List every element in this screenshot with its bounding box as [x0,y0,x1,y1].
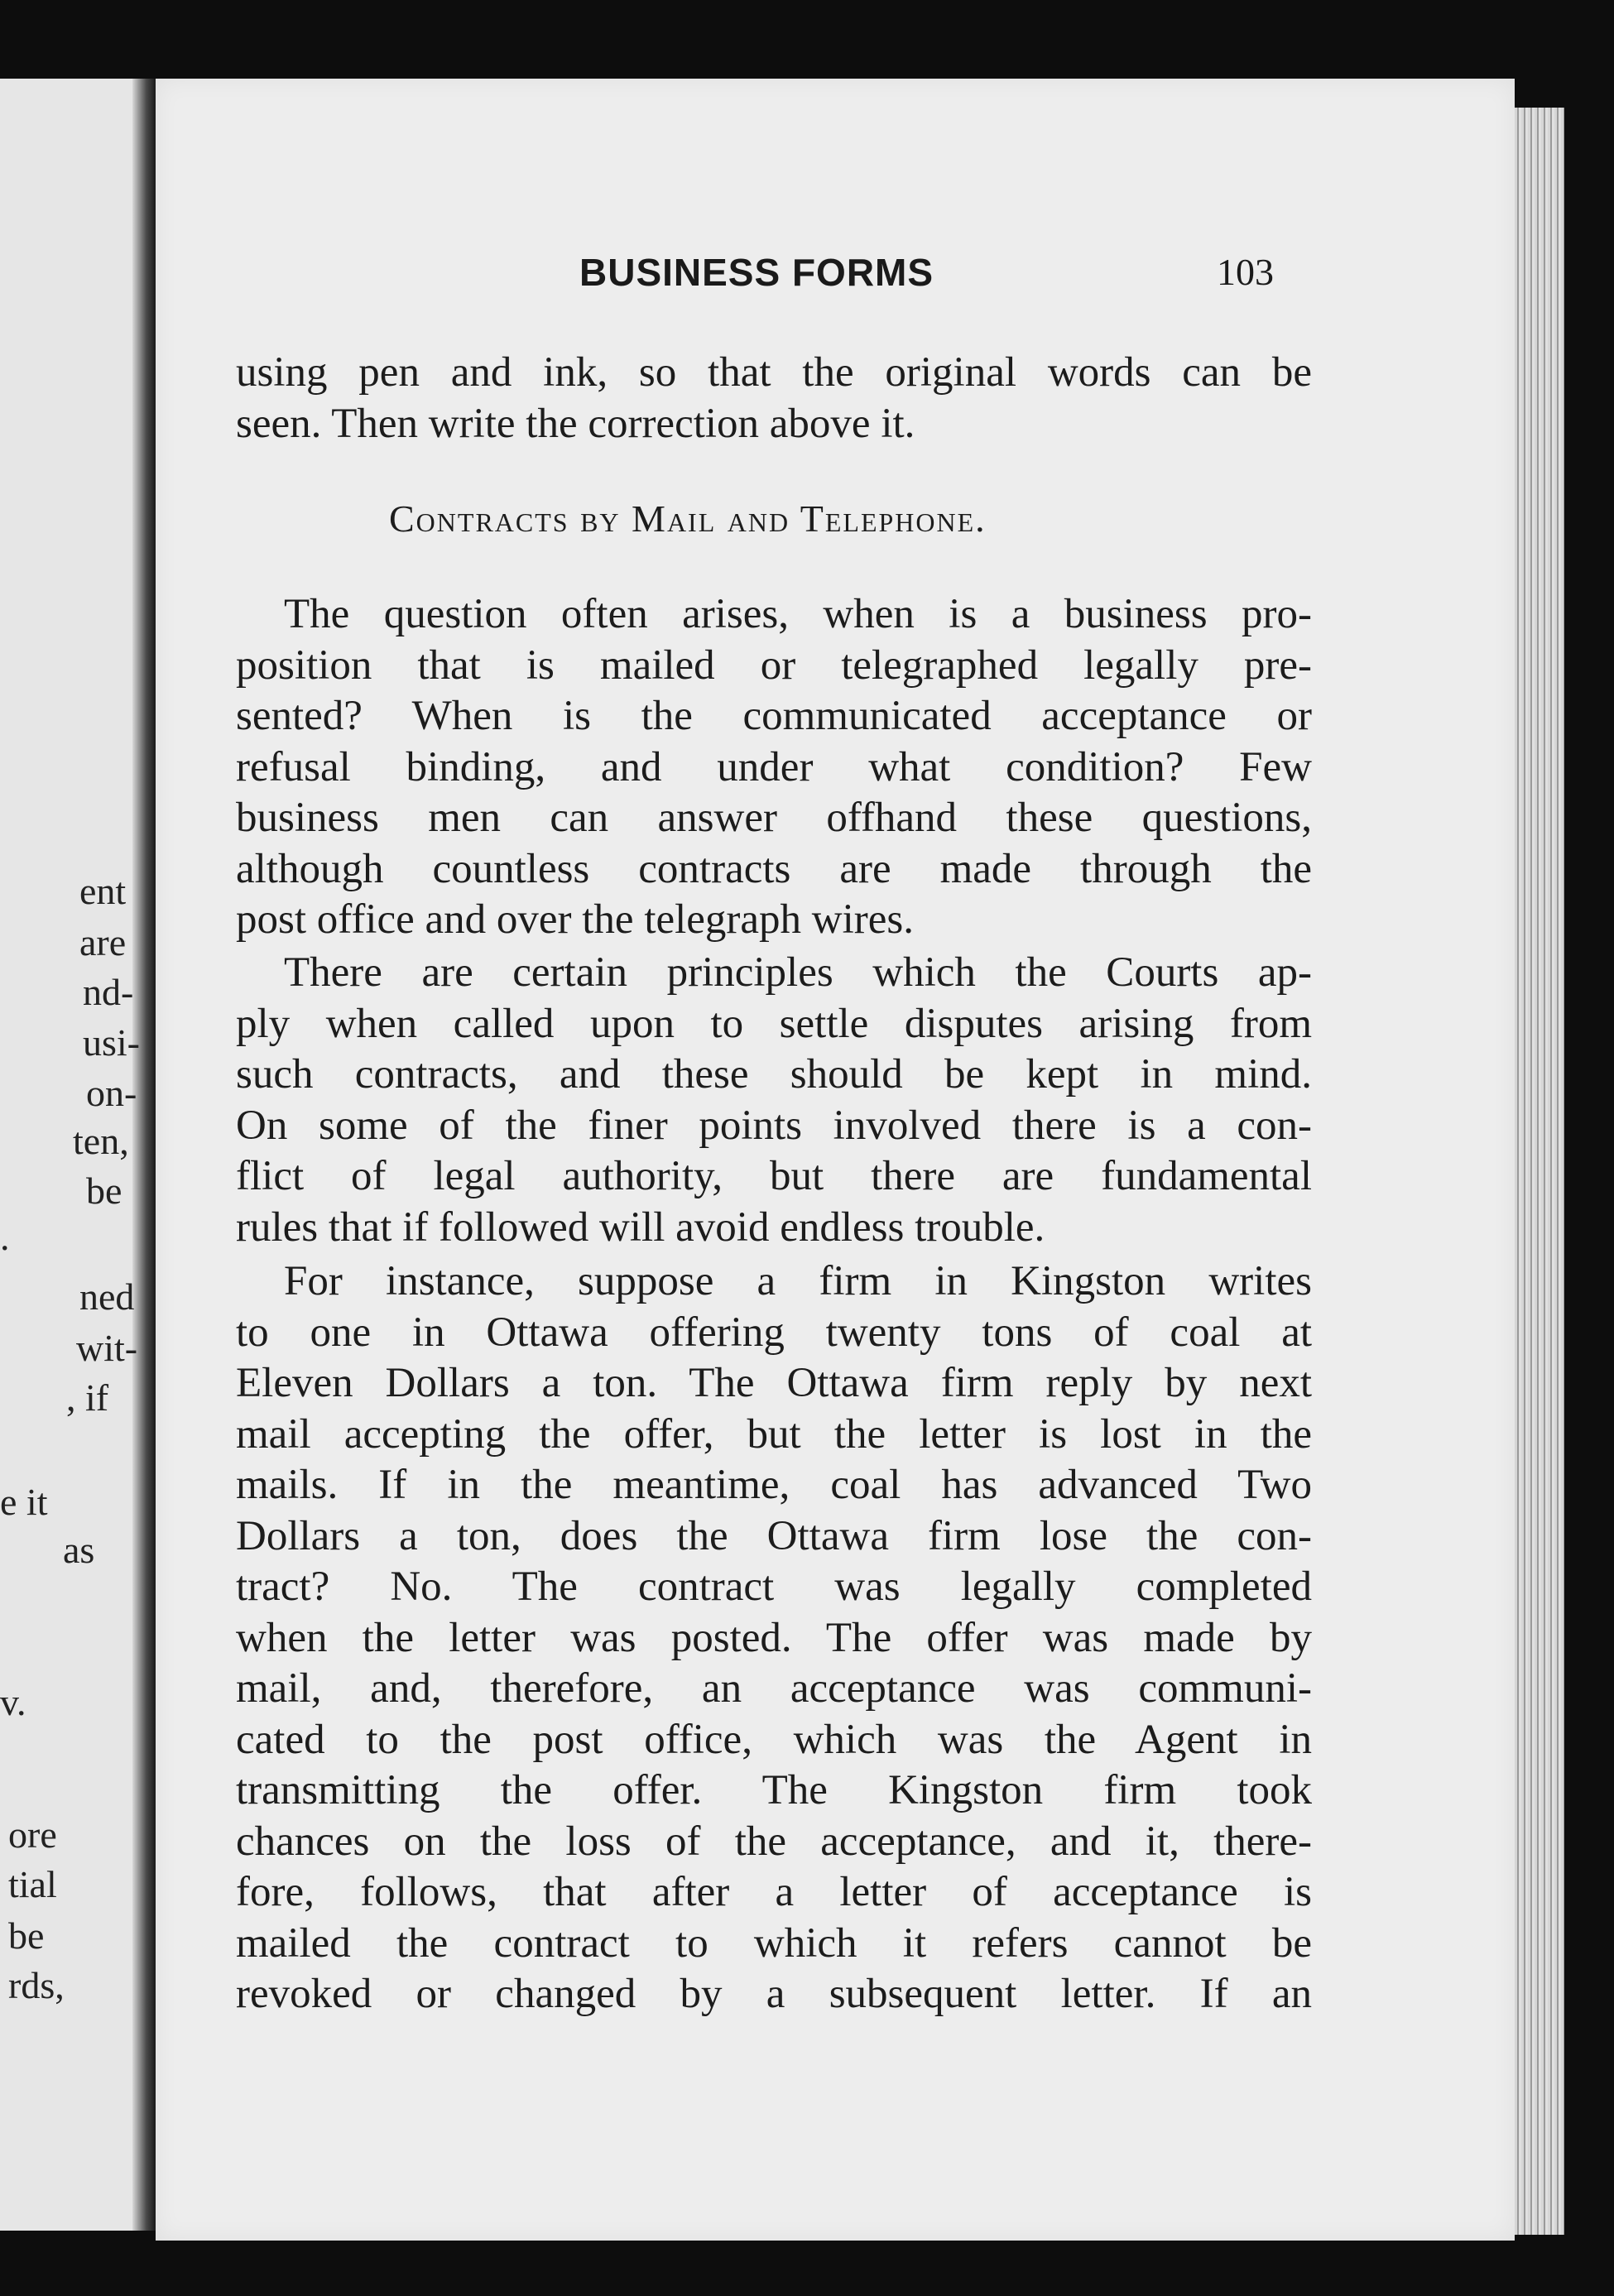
fragment: ned [79,1275,135,1318]
fragment: usi- [83,1021,140,1064]
text-line: post office and over the telegraph wires. [236,896,915,943]
text-line: refusal binding, and under what condition? Few [236,743,1312,790]
paragraph [236,1256,1312,2020]
text-line: ply when called upon to settle disputes arising from [236,1000,1312,1047]
text-line: chances on the loss of the acceptance, and it, there- [236,1818,1312,1865]
text-line: such contracts, and these should be kept in mind. [236,1051,1312,1098]
fragment: on- [86,1072,137,1114]
running-head: BUSINESS FORMS [579,251,934,294]
text-line: revoked or changed by a subsequent letter. If an [236,1971,1312,2017]
text-line: flict of legal authority, but there are fundamental [236,1153,1312,1199]
text-line: cated to the post office, which was the Agent in [236,1716,1312,1763]
page-number: 103 [1217,251,1274,293]
text-line: to one in Ottawa offering twenty tons of coal at [236,1309,1312,1356]
section-title: Contracts by Mail and Telephone. [389,497,987,540]
text-line: fore, follows, that after a letter of acceptance is [236,1869,1312,1915]
text-line: mails. If in the meantime, coal has advanced Two [236,1462,1312,1508]
fragment: be [86,1170,122,1212]
text-line: when the letter was posted. The offer was made by [236,1614,1312,1661]
text-line: The question often arises, when is a business pro- [284,591,1312,637]
fragment: v. [0,1681,26,1723]
text-line: position that is mailed or telegraphed legally pre- [236,641,1312,689]
paragraph [236,589,1312,946]
text-line: transmitting the offer. The Kingston firm took [236,1767,1312,1813]
fragment: . [0,1216,10,1258]
text-line: tract? No. The contract was legally completed [236,1563,1312,1610]
text-line: business men can answer offhand these questions, [236,795,1312,841]
fragment: as [63,1529,95,1571]
fragment: nd- [83,971,134,1013]
text-line: There are certain principles which the Courts ap- [284,949,1312,996]
fragment: wit- [76,1327,138,1369]
fragment: be [8,1914,45,1957]
paragraph-continuation [236,348,1312,449]
fragment: ent [79,870,127,912]
text-line: mailed the contract to which it refers cannot be [236,1919,1312,1967]
fragment: ore [8,1813,57,1856]
text-line: rules that if followed will avoid endless trouble. [236,1203,1045,1251]
text-line: mail, and, therefore, an acceptance was communi- [236,1665,1312,1712]
text-line: Eleven Dollars a ton. The Ottawa firm reply by next [236,1360,1312,1406]
text-line: Dollars a ton, does the Ottawa firm lose the con- [236,1512,1312,1559]
fragment: , if [66,1376,109,1419]
paragraph [236,948,1312,1253]
text-line: mail accepting the offer, but the letter is lost in the [236,1410,1312,1458]
fragment: ten, [73,1120,129,1162]
page-edges [1515,108,1564,2235]
fragment: e it [0,1481,48,1523]
book-gutter [132,79,156,2231]
text-line: On some of the finer points involved there is a con- [236,1102,1312,1149]
text-line: seen. Then write the correction above it. [236,400,915,447]
fragment: rds, [8,1964,65,2006]
text-line: sented? When is the communicated acceptance or [236,693,1312,739]
text-line: although countless contracts are made through the [236,845,1312,892]
fragment: tial [8,1863,57,1905]
text-line: using pen and ink, so that the original words can be [236,349,1312,396]
text-line: For instance, suppose a firm in Kingston writes [284,1258,1312,1304]
fragment: are [79,921,127,963]
